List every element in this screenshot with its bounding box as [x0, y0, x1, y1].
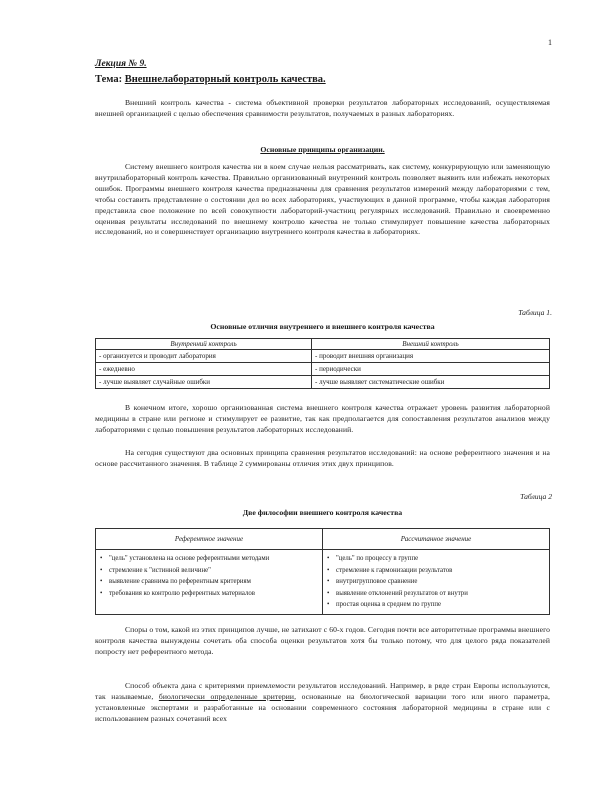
list-item: • стремление к гармонизации результатов: [327, 566, 453, 574]
list-item: • требования ко контролю референтных материалов: [100, 589, 255, 597]
table-cell: - организуется и проводит лаборатория: [96, 350, 312, 363]
topic-title: Внешнелабораторный контроль качества.: [124, 74, 326, 85]
list-item: • стремление к "истинной величине": [100, 566, 211, 574]
table-cell: - лучше выявляет случайные ошибки: [96, 376, 312, 389]
dispute-paragraph: Споры о том, какой из этих принципов лучше, не затихают с 60-х годов. Сегодня почти все авторитетные программы внешнего контроля качества вынуждены сочетать оба способа оценки результатов хотя бы только потому, что для целого ряда показателей попросту нет референтного метода.: [95, 625, 550, 656]
table-row: [96, 350, 550, 363]
lecture-label: Лекция № 9.: [95, 59, 147, 69]
heading-principles: Основные принципы организации.: [260, 145, 385, 154]
topic-line: [95, 74, 326, 85]
table-cell: [96, 550, 323, 615]
table-cell: - периодически: [312, 363, 550, 376]
next-paragraph: Способ объекта дана с критериями приемлемости результатов исследований. Например, в ряде стран Европы используются, так называемые, биологически определенные критерии, основанные на биологической вариации того или иного параметра, установленные экспертами и разработанные на основании современного состояния лабораторной медицины в стране или с использованием разных сочетаний всех: [95, 681, 550, 723]
table-cell: - лучше выявляет систематические ошибки: [312, 376, 550, 389]
table-internal-vs-external: [95, 338, 550, 389]
table-header-row: [96, 339, 550, 350]
table-two-philosophies: [95, 528, 550, 615]
list-item: • "цель" по процессу в группе: [327, 555, 419, 562]
table-header-row: [96, 529, 550, 550]
table2-title: Две философии внешнего контроля качества: [242, 508, 403, 517]
table-cell: [323, 550, 550, 615]
principles-paragraph: Систему внешнего контроля качества ни в коем случае нельзя рассматривать, как систему, конкурирующую или заменяющую внутрилабораторный контроль качества. Правильно организованный внутренний контроль позволяет выявить или избежать некоторых ошибок. Программы внешнего контроля качества предназначены для сравнения результатов измерений между лабораториями с тем, чтобы составить представление о состоянии дел во всех лабораториях, участвующих в данной программе, чтобы каждая лаборатория представила свое положение по всей совокупности лабораторий-участниц регулярных исследований. Правильно и своевременно оценивая результаты исследований по внешнему контролю качества не только стимулирует повышение качества лабораторных исследований, но и совершенствует организацию внутреннего контроля качества в лабораториях.: [95, 162, 550, 237]
bullet-list: [100, 553, 318, 599]
page-number: 1: [548, 38, 552, 47]
table-row: [96, 550, 550, 615]
list-item: • выявление сравнима по референтным критериям: [100, 578, 251, 585]
table-header-cell: Референтное значение: [96, 529, 323, 550]
list-item: • "цель" установлена на основе референтными методами: [100, 555, 270, 562]
table-row: [96, 376, 550, 389]
table1-title: Основные отличия внутреннего и внешнего контроля качества: [210, 322, 435, 331]
result-paragraph: В конечном итоге, хорошо организованная система внешнего контроля качества отражает уровень развития лабораторной медицины в стране или регионе и стимулирует ее развитие, так как предполагается для сопоставления результатов анализов между лабораториями с целью повышения результатов лабораторных исследований.: [95, 403, 550, 434]
list-item: • внутригрупповое сравнение: [327, 578, 418, 585]
table-cell: - проводит внешняя организация: [312, 350, 550, 363]
table1-number: Таблица 1.: [518, 308, 552, 317]
table-header-cell: Внутренний контроль: [96, 339, 312, 350]
list-item: • простая оценка в среднем по группе: [327, 601, 442, 608]
bullet-list: [327, 553, 545, 611]
topic-label: Тема:: [95, 74, 123, 85]
table-cell: - ежедневно: [96, 363, 312, 376]
table-header-cell: Рассчитанное значение: [323, 529, 550, 550]
table-row: [96, 363, 550, 376]
methods-paragraph: На сегодня существуют два основных принципа сравнения результатов исследований: на основе референтного значения и на основе рассчитанного значения. В таблице 2 суммированы отличия этих двух принципов.: [95, 448, 550, 468]
table-header-cell: Внешний контроль: [312, 339, 550, 350]
table2-number: Таблица 2: [520, 492, 552, 501]
underlined-phrase: биологически определенные критерии: [158, 691, 295, 701]
list-item: • выявление отклонений результатов от внутри: [327, 589, 468, 597]
intro-paragraph: Внешний контроль качества - система объективной проверки результатов лабораторных исследований, осуществляемая внешней организацией с целью обеспечения сравнимости результатов, получаемых в разных лабораториях.: [95, 98, 550, 118]
